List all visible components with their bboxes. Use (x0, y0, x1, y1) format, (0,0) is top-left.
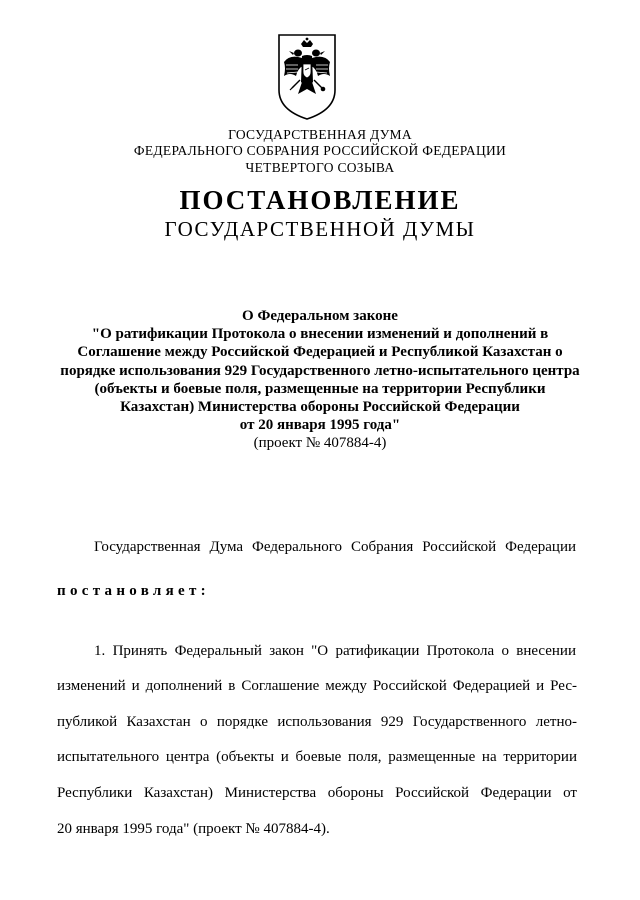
subject-line: Соглашение между Российской Федерацией и Республикой Казахстан о (77, 344, 563, 361)
document-issuer-subtitle: ГОСУДАРСТВЕННОЙ ДУМЫ (164, 217, 476, 241)
paragraph-1-line: Республики Казахстан) Министерства обороны Российской Федерации от (57, 785, 577, 801)
document-type-title: ПОСТАНОВЛЕНИЕ (179, 185, 461, 215)
org-name-line-2: ФЕДЕРАЛЬНОГО СОБРАНИЯ РОССИЙСКОЙ ФЕДЕРАЦИИ (133, 143, 507, 158)
org-name-line-1: ГОСУДАРСТВЕННАЯ ДУМА (228, 127, 412, 142)
paragraph-1-line: испытательного центра (объекты и боевые поля, размещенные на территории (57, 749, 577, 765)
subject-line: от 20 января 1995 года" (239, 417, 401, 434)
decree-word: постановляет: (57, 583, 210, 599)
project-number: (проект № 407884-4) (253, 435, 387, 452)
paragraph-1-line: публикой Казахстан о порядке использования 929 Государственного летно- (57, 714, 577, 730)
subject-line: (объекты и боевые поля, размещенные на территории Республики (94, 380, 546, 397)
subject-line: "О ратификации Протокола о внесении изменений и дополнений в (91, 326, 549, 343)
convocation-line: ЧЕТВЕРТОГО СОЗЫВА (245, 160, 395, 175)
subject-line: Казахстан) Министерства обороны Российской Федерации (120, 399, 520, 416)
paragraph-1-line: 20 января 1995 года" (проект № 407884-4). (57, 821, 330, 837)
paragraph-1-line: изменений и дополнений в Соглашение между Российской Федерацией и Рес- (57, 678, 577, 694)
intro-paragraph: Государственная Дума Федерального Собрания Российской Федерации (94, 539, 576, 555)
subject-line: порядке использования 929 Государственного летно-испытательного центра (60, 362, 580, 379)
paragraph-1-line: 1. Принять Федеральный закон "О ратификации Протокола о внесении (94, 643, 576, 659)
subject-line: О Федеральном законе (242, 308, 398, 324)
double-headed-eagle-emblem-icon (276, 32, 338, 122)
document-subject (0, 307, 640, 453)
